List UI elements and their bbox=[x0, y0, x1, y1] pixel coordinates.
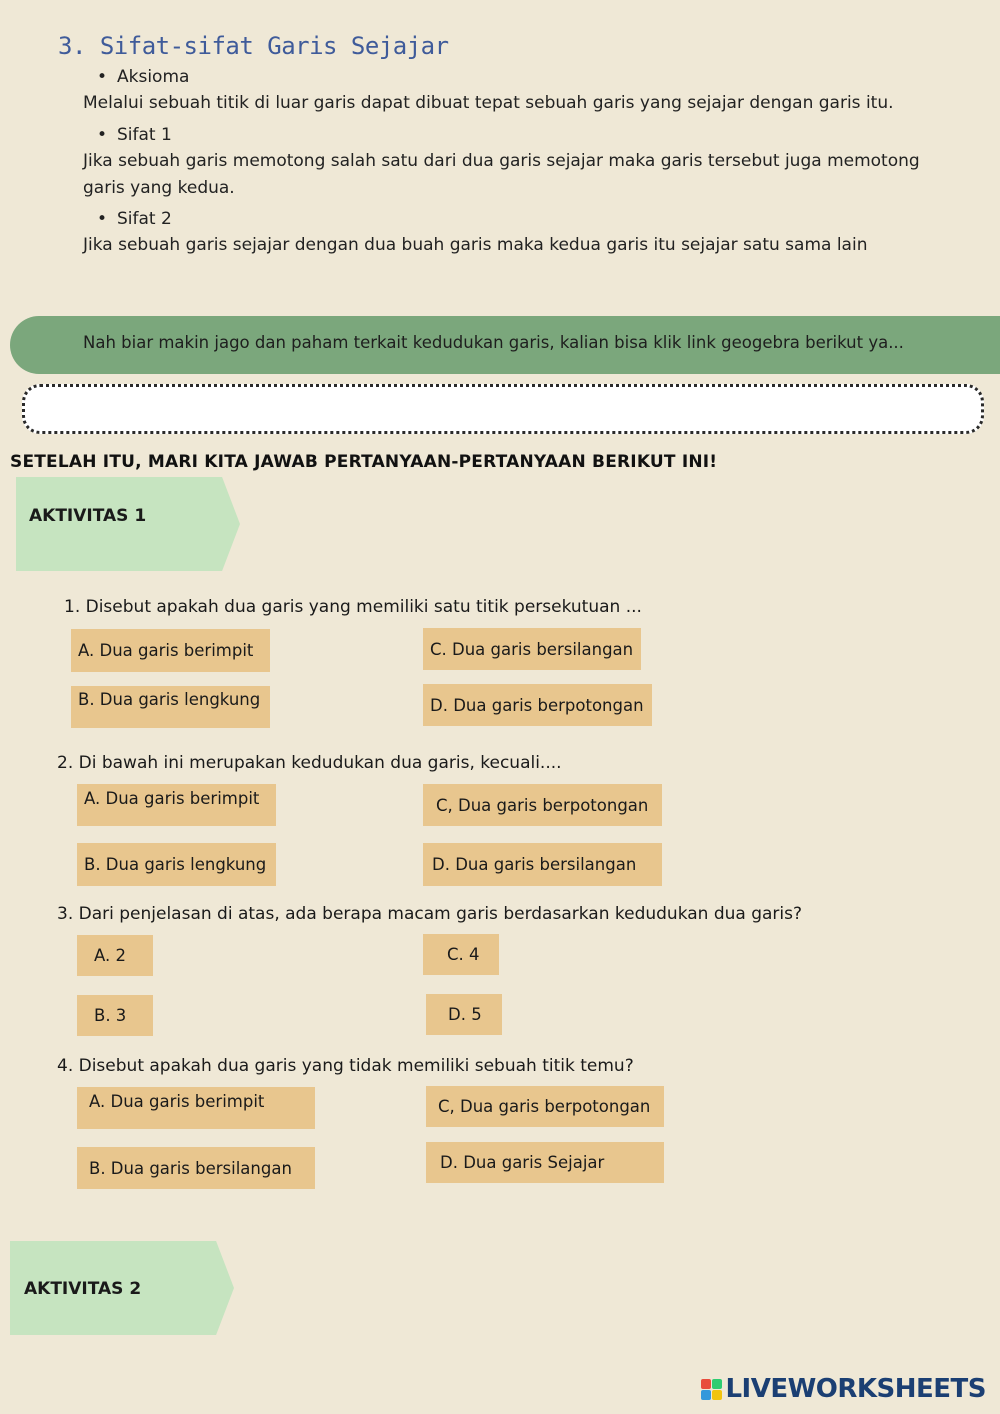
q4-option-a[interactable]: A. Dua garis berimpit bbox=[77, 1087, 315, 1129]
q3-option-c[interactable]: C. 4 bbox=[423, 934, 499, 975]
q4-option-b[interactable]: B. Dua garis bersilangan bbox=[77, 1147, 315, 1189]
liveworksheets-logo bbox=[701, 1374, 986, 1404]
q1-option-a[interactable]: A. Dua garis berimpit bbox=[71, 629, 270, 672]
sifat-2-text: Jika sebuah garis sejajar dengan dua buah garis maka kedua garis itu sejajar satu sama lain bbox=[83, 235, 868, 255]
q2-option-d[interactable]: D. Dua garis bersilangan bbox=[423, 843, 662, 886]
sifat-1-text-line1: Jika sebuah garis memotong salah satu dari dua garis sejajar maka garis tersebut juga memotong bbox=[83, 151, 920, 171]
aksioma-text: Melalui sebuah titik di luar garis dapat dibuat tepat sebuah garis yang sejajar dengan garis itu. bbox=[83, 93, 894, 113]
q1-option-d[interactable]: D. Dua garis berpotongan bbox=[423, 684, 652, 726]
q1-option-c[interactable]: C. Dua garis bersilangan bbox=[423, 628, 641, 670]
q1-option-b[interactable]: B. Dua garis lengkung bbox=[71, 686, 270, 728]
activity-1-label: AKTIVITAS 1 bbox=[29, 506, 147, 526]
q2-option-b[interactable]: B. Dua garis lengkung bbox=[77, 843, 276, 886]
q2-option-c[interactable]: C, Dua garis berpotongan bbox=[423, 784, 662, 826]
bullet-sifat-1: • Sifat 1 bbox=[117, 125, 172, 145]
question-3: 3. Dari penjelasan di atas, ada berapa macam garis berdasarkan kedudukan dua garis? bbox=[57, 904, 803, 924]
question-4: 4. Disebut apakah dua garis yang tidak memiliki sebuah titik temu? bbox=[57, 1056, 634, 1076]
q3-option-a[interactable]: A. 2 bbox=[77, 935, 153, 976]
info-banner-text: Nah biar makin jago dan paham terkait kedudukan garis, kalian bisa klik link geogebra berikut ya... bbox=[83, 333, 904, 352]
question-1: 1. Disebut apakah dua garis yang memiliki satu titik persekutuan ... bbox=[64, 597, 642, 617]
sifat-1-text-line2: garis yang kedua. bbox=[83, 178, 235, 198]
q2-option-a[interactable]: A. Dua garis berimpit bbox=[77, 784, 276, 826]
q3-option-b[interactable]: B. 3 bbox=[77, 995, 153, 1036]
instruction-heading: SETELAH ITU, MARI KITA JAWAB PERTANYAAN-PERTANYAAN BERIKUT INI! bbox=[10, 452, 718, 472]
liveworksheets-logo-icon bbox=[701, 1379, 722, 1400]
section-title: 3. Sifat-sifat Garis Sejajar bbox=[58, 32, 449, 60]
geogebra-link-box[interactable] bbox=[22, 384, 984, 434]
bullet-aksioma: • Aksioma bbox=[117, 67, 189, 87]
q4-option-c[interactable]: C, Dua garis berpotongan bbox=[426, 1086, 664, 1127]
q3-option-d[interactable]: D. 5 bbox=[426, 994, 502, 1035]
bullet-sifat-2: • Sifat 2 bbox=[117, 209, 172, 229]
activity-2-label: AKTIVITAS 2 bbox=[24, 1279, 142, 1299]
q4-option-d[interactable]: D. Dua garis Sejajar bbox=[426, 1142, 664, 1183]
question-2: 2. Di bawah ini merupakan kedudukan dua garis, kecuali.... bbox=[57, 753, 562, 773]
liveworksheets-logo-text: LIVEWORKSHEETS bbox=[725, 1374, 986, 1404]
